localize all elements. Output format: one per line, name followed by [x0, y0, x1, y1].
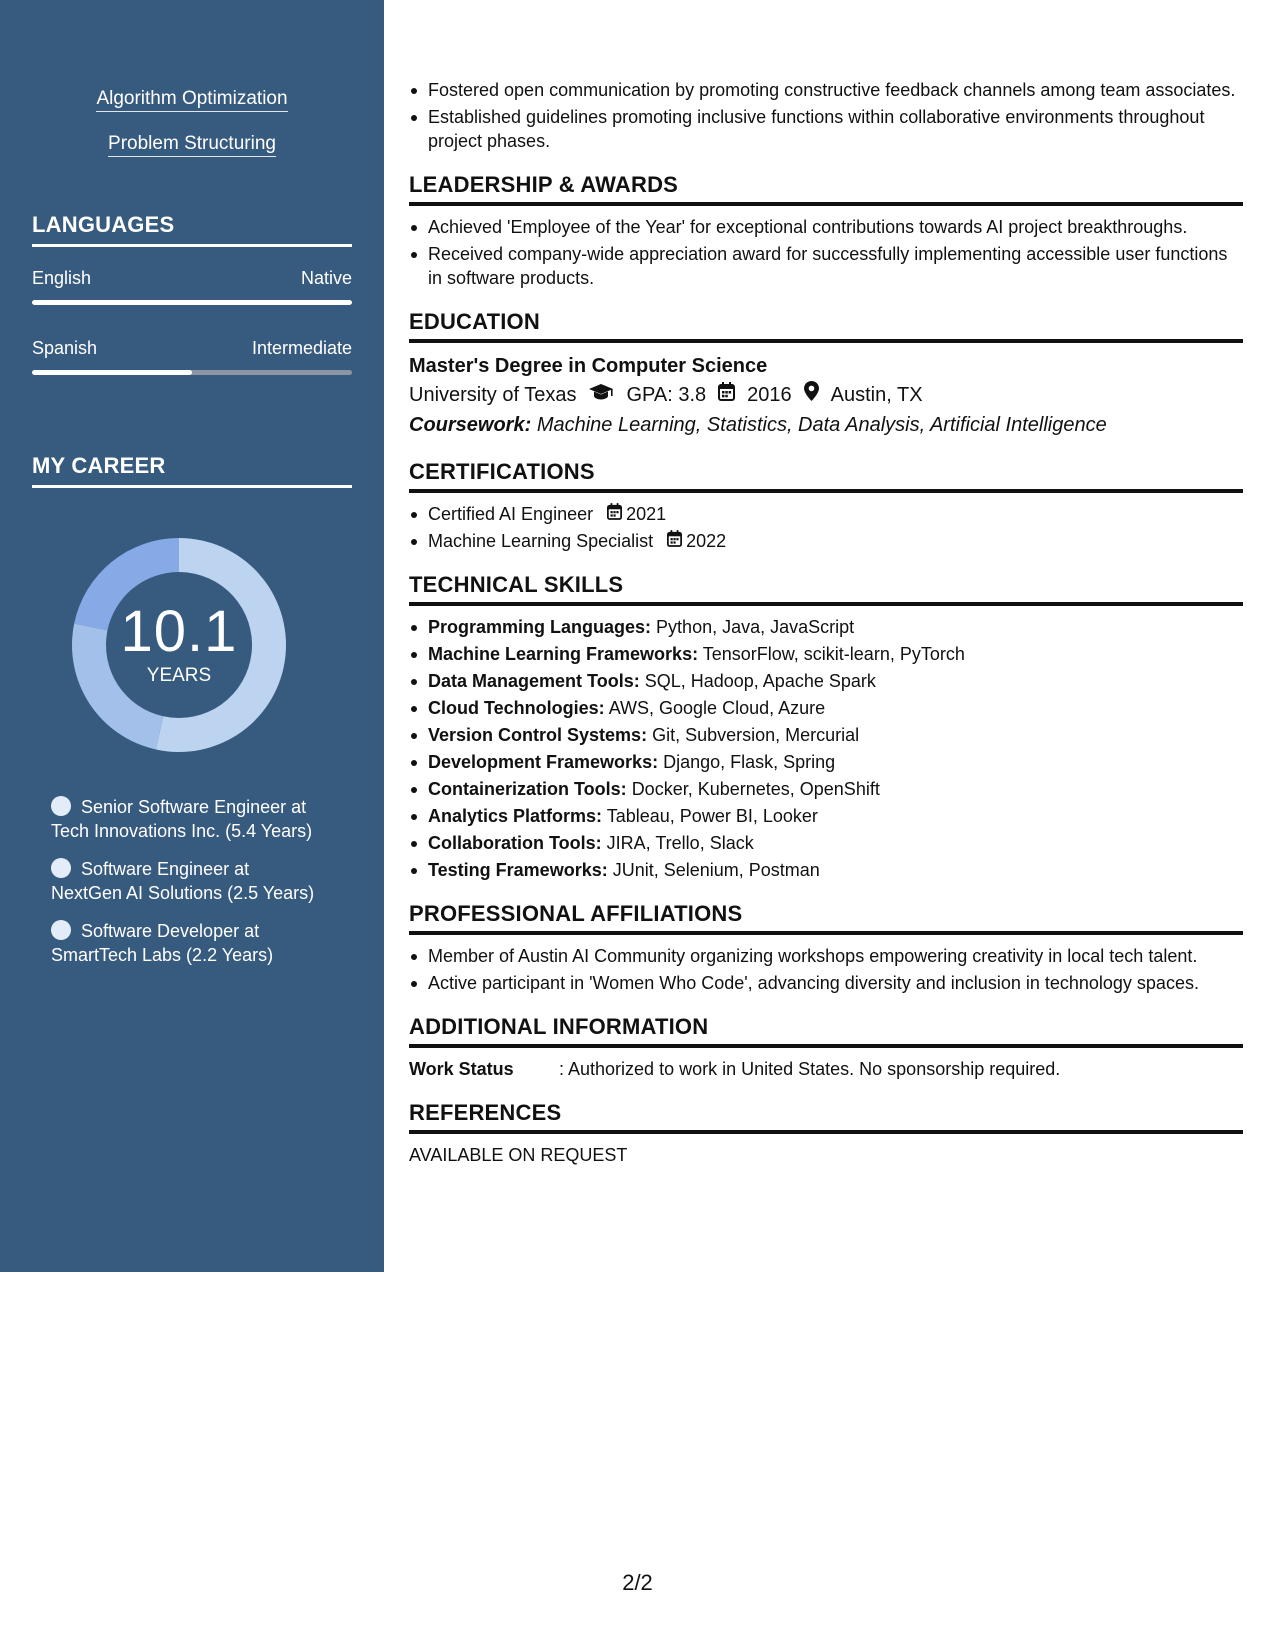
career-item [51, 795, 351, 843]
career-role: Software Engineer at [81, 859, 250, 879]
skill-label: Containerization Tools: [428, 779, 627, 799]
technical-skills-section [409, 572, 1243, 882]
coursework-value: Machine Learning, Statistics, Data Analysis, Artificial Intelligence [536, 414, 1107, 436]
section-title: EDUCATION [409, 309, 1243, 343]
education-meta [409, 380, 1243, 410]
affiliation-item: Member of Austin AI Community organizing workshops empowering creativity in local tech talent. [409, 944, 1243, 968]
award-item: Received company-wide appreciation award for successfully implementing accessible user functions in software products. [409, 242, 1243, 290]
experience-bullet: Established guidelines promoting inclusive functions within collaborative environments throughout project phases. [409, 105, 1243, 153]
skill-label: Algorithm Optimization [96, 88, 287, 112]
references-section [409, 1100, 1243, 1167]
skill-item [409, 750, 1243, 774]
work-status-label: Work Status [409, 1059, 514, 1079]
affiliations-section [409, 901, 1243, 995]
language-level: Intermediate [251, 338, 352, 358]
career-heading: MY CAREER [32, 453, 352, 488]
education-section [409, 309, 1243, 440]
section-title: PROFESSIONAL AFFILIATIONS [409, 901, 1243, 935]
language-proficiency-bar [32, 370, 352, 375]
languages-heading: LANGUAGES [32, 212, 352, 247]
additional-info-section [409, 1014, 1243, 1081]
sidebar [0, 0, 384, 1272]
career-role: Software Developer at [81, 921, 260, 941]
skill-label: Programming Languages: [428, 617, 652, 637]
career-years-unit: YEARS [146, 665, 212, 686]
education-school: University of Texas [409, 384, 577, 406]
certification-item [409, 502, 1243, 526]
page-number: 2/2 [622, 1570, 653, 1595]
section-title: CERTIFICATIONS [409, 459, 1243, 493]
award-item: Achieved 'Employee of the Year' for exceptional contributions towards AI project breakthroughs. [409, 215, 1243, 239]
skill-item [409, 723, 1243, 747]
skill-value: AWS, Google Cloud, Azure [608, 698, 826, 718]
affiliation-item: Active participant in 'Women Who Code', advancing diversity and inclusion in technology spaces. [409, 971, 1243, 995]
section-title: ADDITIONAL INFORMATION [409, 1014, 1243, 1048]
skill-item [409, 669, 1243, 693]
career-company: SmartTech Labs (2.2 Years) [51, 945, 274, 965]
skill-label: Problem Structuring [108, 133, 276, 157]
skill-value: TensorFlow, scikit-learn, PyTorch [702, 644, 965, 664]
calendar-icon [667, 529, 682, 553]
skill-label: Cloud Technologies: [428, 698, 605, 718]
map-marker-icon [804, 380, 819, 410]
experience-bullet: Fostered open communication by promoting constructive feedback channels among team associates. [409, 78, 1243, 102]
skill-value: JIRA, Trello, Slack [606, 833, 754, 853]
skill-value: Tableau, Power BI, Looker [606, 806, 818, 826]
experience-bullets [409, 78, 1243, 153]
skill-label: Development Frameworks: [428, 752, 659, 772]
skill-value: SQL, Hadoop, Apache Spark [644, 671, 876, 691]
references-text: AVAILABLE ON REQUEST [409, 1145, 628, 1165]
language-proficiency-bar [32, 300, 352, 305]
career-company: NextGen AI Solutions (2.5 Years) [51, 883, 315, 903]
certification-year: 2022 [686, 531, 727, 551]
work-status-row [409, 1057, 1243, 1081]
career-donut-center [66, 532, 292, 758]
certification-name: Machine Learning Specialist [428, 531, 654, 551]
skill-item [409, 858, 1243, 882]
certification-item [409, 529, 1243, 553]
skill-label: Collaboration Tools: [428, 833, 602, 853]
skill-item [409, 804, 1243, 828]
skill-item [409, 642, 1243, 666]
language-proficiency-fill [32, 370, 192, 375]
skill-label: Testing Frameworks: [428, 860, 608, 880]
language-level: Native [300, 268, 352, 288]
graduation-cap-icon [588, 380, 614, 410]
skill-item [409, 615, 1243, 639]
skill-value: Django, Flask, Spring [663, 752, 836, 772]
main-content [409, 78, 1243, 1167]
language-name: Spanish [32, 338, 98, 358]
skill-item [409, 831, 1243, 855]
coursework-label: Coursework: [409, 414, 532, 436]
skill-value: Python, Java, JavaScript [656, 617, 855, 637]
education-gpa: GPA: 3.8 [626, 384, 707, 406]
skill-value: Docker, Kubernetes, OpenShift [631, 779, 880, 799]
career-item [51, 919, 351, 967]
career-role: Senior Software Engineer at [81, 797, 307, 817]
certification-year: 2021 [626, 504, 667, 524]
education-year: 2016 [747, 384, 792, 406]
skill-label: Version Control Systems: [428, 725, 648, 745]
language-proficiency-fill [32, 300, 352, 305]
education-coursework [409, 410, 1243, 440]
section-title: REFERENCES [409, 1100, 1243, 1134]
career-dot [51, 858, 71, 878]
section-title: LEADERSHIP & AWARDS [409, 172, 1243, 206]
skill-label: Data Management Tools: [428, 671, 640, 691]
calendar-icon [718, 380, 735, 410]
skill-value: Git, Subversion, Mercurial [652, 725, 860, 745]
career-item [51, 857, 351, 905]
skill-item [409, 777, 1243, 801]
language-row-spanish [32, 338, 352, 388]
skill-label: Analytics Platforms: [428, 806, 603, 826]
awards-section [409, 172, 1243, 290]
skill-link-problem-structuring[interactable] [0, 133, 384, 157]
calendar-icon [607, 502, 622, 526]
language-name: English [32, 268, 92, 288]
career-dot [51, 796, 71, 816]
certification-name: Certified AI Engineer [428, 504, 594, 524]
education-location: Austin, TX [830, 384, 923, 406]
section-title: TECHNICAL SKILLS [409, 572, 1243, 606]
skill-link-algorithm-optimization[interactable] [0, 88, 384, 112]
education-degree: Master's Degree in Computer Science [409, 355, 768, 377]
language-row-english [32, 268, 352, 318]
certifications-section [409, 459, 1243, 553]
career-company: Tech Innovations Inc. (5.4 Years) [51, 821, 313, 841]
skill-label: Machine Learning Frameworks: [428, 644, 699, 664]
career-dot [51, 920, 71, 940]
work-status-value: : Authorized to work in United States. No sponsorship required. [559, 1059, 1061, 1079]
career-total-years: 10.1 [120, 599, 238, 664]
skill-value: JUnit, Selenium, Postman [612, 860, 820, 880]
skill-item [409, 696, 1243, 720]
